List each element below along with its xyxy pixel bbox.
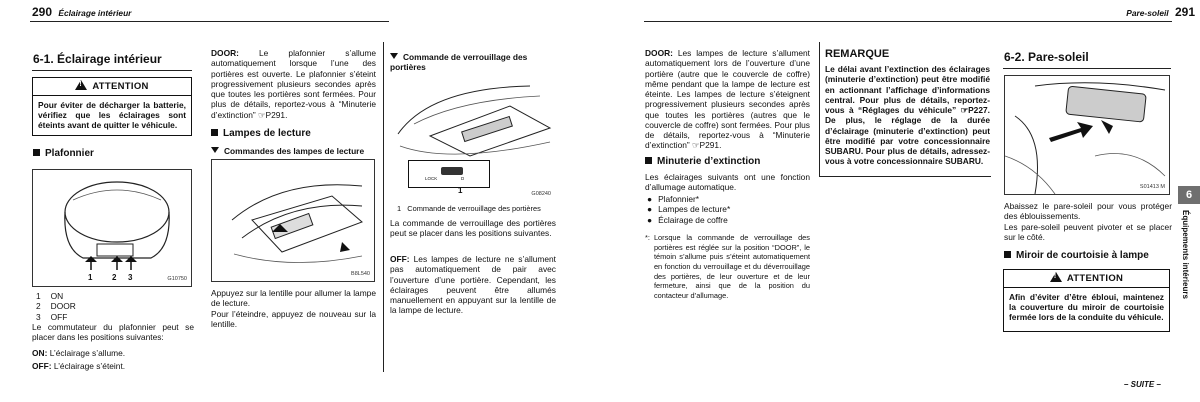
section-header: Éclairage intérieur [58,8,132,18]
plafonnier-off: OFF: L’éclairage s’éteint. [32,361,126,371]
page-number: 291 [1174,5,1195,19]
column-divider [383,42,384,372]
attention-text: Afin d’éviter d’être ébloui, maintenez la couverture du miroir de courtoisie fermée lors de la conduite du véhicule. [1009,291,1164,323]
attention-box [1003,269,1170,332]
legend-row: 2 DOOR [36,301,76,312]
verrouillage-heading: Commande de verrouillage des portières [390,52,528,73]
figure-code: B8L540 [351,271,370,278]
header-rule [30,21,389,22]
list-item: ● Plafonnier* [647,194,700,204]
minuterie-text: Les éclairages suivants ont une fonction d’allumage automatique. [645,172,810,193]
plafonnier-heading: Plafonnier [33,148,94,160]
plafonnier-legend [36,291,186,322]
square-bullet-icon [645,157,652,164]
plafonnier-text: Le commutateur du plafonnier peut se placer dans les positions suivantes: [32,322,194,343]
footnote-text: Lorsque la commande de verrouillage des portières est réglée sur la position “DOOR”, le témoin s’allume puis s’éteint automatiquement en fonction du verrouillage et du déverrouillage des portières, de leur ouverture et de leur fermeture, ainsi que de la position du contacteur d’allumage. [653,233,810,300]
triangle-bullet-icon [211,147,219,153]
ceiling-lamp-illustration [33,170,192,287]
commandes-heading: Commandes des lampes de lecture [211,146,364,156]
remarque-heading: REMARQUE [825,48,890,60]
figure-number-3: 3 [128,273,133,282]
switch-knob[interactable] [441,167,463,175]
page-title: 6-1. Éclairage intérieur [33,52,162,66]
square-bullet-icon [1004,251,1011,258]
legend-row: 1 ON [36,291,64,301]
door-lock-figure [390,80,555,198]
chapter-title: Équipements intérieurs [1180,210,1190,299]
door-paragraph-right: DOOR: Les lampes de lecture s’allument automatiquement lors de l’ouverture d’une portière (autre que le couvercle de coffre) même pendant que la lampe de lecture est éteinte. Les lampes de lecture s’éteignent progressivement plusieurs secondes après que toutes les portières (autres que le couvercle de coffre) sont fermées. Pour plus de détails, reportez-vous à “Minuterie d’extinction” ☞P291. [645,48,811,151]
miroir-heading: Miroir de courtoisie à lampe [1004,250,1149,262]
figure-number: 1 [458,186,463,195]
page-number: 290 [32,5,53,19]
remarque-text: Le délai avant l’extinction des éclairages (minuterie d’extinction) peut être modifié en actionnant l’affichage d’informations central. Pour plus de détails, reportez-vous à “Réglages du véhicule” ☞P227. De plus, le réglage de la durée d’éclairage (minuterie d’extinction) peut être modifié par votre concessionnaire SUBARU. Pour plus de détails, adressez-vous à votre concessionnaire SUBARU. [825,64,990,167]
suite-label: – SUITE – [1124,380,1161,389]
square-bullet-icon [211,129,218,136]
pare-soleil-title: 6-2. Pare-soleil [1004,50,1089,64]
remarque-bottom-rule [819,176,991,177]
minuterie-bullets [647,194,730,225]
switch-label-lock: LOCK [425,176,438,181]
plafonnier-on: ON: L’éclairage s’allume. [32,348,126,358]
verrouillage-text: La commande de verrouillage des portières peut se placer dans les positions suivantes. [390,218,556,239]
sun-visor-illustration [1005,76,1170,195]
sun-visor-figure [1004,75,1170,195]
lampes-heading: Lampes de lecture [211,128,311,140]
section-header: Pare-soleil [1126,8,1169,18]
warning-icon [1050,272,1062,282]
figure-code: G08240 [531,191,551,198]
verrouillage-off: OFF: Les lampes de lecture ne s’allument pas automatiquement de pair avec l’ouverture d’une portière. Cependant, les éclairages peuvent être allumés manuellement en appuyant sur la lentille de la lampe de lecture. [390,254,557,316]
list-item: ● Éclairage de coffre [647,214,728,225]
footnote-mark: *: [645,233,650,242]
legend-row: 3 OFF [36,311,68,322]
attention-header [33,78,191,96]
attention-text: Pour éviter de décharger la batterie, vérifiez que les éclairages sont éteints avant de quitter le véhicule. [38,99,186,131]
left-page-header [32,5,390,20]
switch-label-d: D [461,176,465,181]
title-rule [1003,68,1171,69]
attention-box [32,77,192,136]
pare-soleil-text-2: Les pare-soleil peuvent pivoter et se placer sur le côté. [1004,222,1172,243]
pare-soleil-text-1: Abaissez le pare-soleil pour vous protéger des éblouissements. [1004,201,1172,222]
triangle-bullet-icon [390,53,398,59]
figure-number-1: 1 [88,273,93,282]
reading-lamp-figure [211,159,375,282]
footnote [645,233,810,300]
attention-header [1004,270,1169,288]
figure-code: G10750 [167,276,187,283]
door-paragraph: DOOR: Le plafonnier s’allume automatiquement lorsque l’une des portières est ouverte. Le plafonnier s’éteint progressivement plusieurs secondes après que toutes les portières sont fermées. Pour plus de détails, reportez-vous à “Minuterie d’extinction” ☞P291. [211,48,376,120]
attention-label: ATTENTION [1066,273,1124,284]
minuterie-heading: Minuterie d’extinction [645,156,760,168]
lampes-text-1: Appuyez sur la lentille pour allumer la lampe de lecture. [211,288,376,309]
square-bullet-icon [33,149,40,156]
header-rule [644,21,1172,22]
plafonnier-figure [32,169,192,287]
figure-number-2: 2 [112,273,117,282]
reading-lamp-illustration [212,160,375,282]
lampes-text-2: Pour l’éteindre, appuyez de nouveau sur la lentille. [211,309,376,330]
warning-icon [75,80,87,90]
figure-caption: 1 Commande de verrouillage des portières [397,204,541,213]
switch-panel [408,160,490,188]
title-rule [32,70,192,71]
figure-code: S01413 M [1139,184,1165,191]
attention-label: ATTENTION [92,81,149,92]
right-page-header [1115,5,1195,20]
list-item: ● Lampes de lecture* [647,204,731,215]
chapter-tab[interactable]: 6 [1178,186,1200,204]
remarque-divider [819,42,820,177]
